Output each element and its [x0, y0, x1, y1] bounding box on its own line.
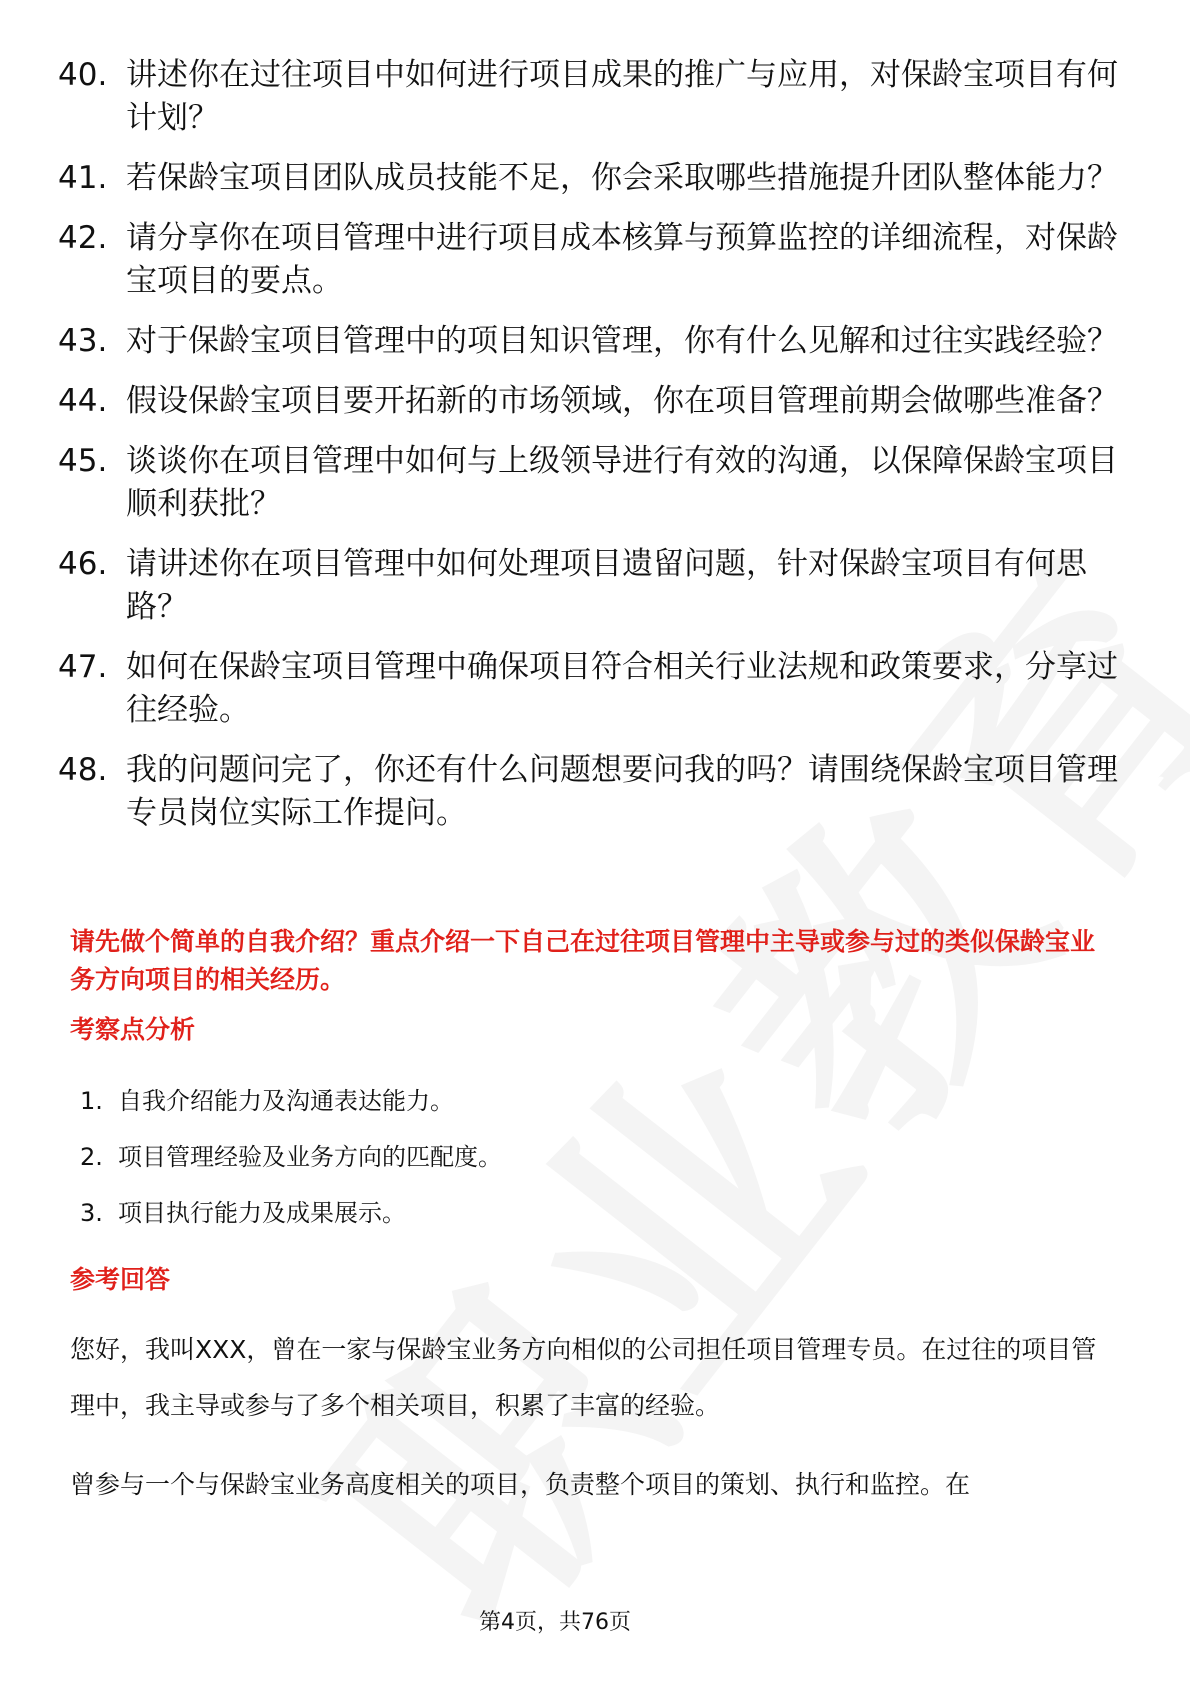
question-item [58, 217, 1118, 303]
question-text: 若保龄宝项目团队成员技能不足，你会采取哪些措施提升团队整体能力？ [126, 160, 1118, 196]
question-text: 请讲述你在项目管理中如何处理项目遗留问题，针对保龄宝项目有何思路？ [126, 546, 1087, 625]
question-text: 我的问题问完了，你还有什么问题想要问我的吗？请围绕保龄宝项目管理专员岗位实际工作提问。 [126, 752, 1118, 831]
point-text: 自我介绍能力及沟通表达能力。 [118, 1087, 454, 1115]
point-text: 项目管理经验及业务方向的匹配度。 [118, 1143, 502, 1171]
question-item [58, 646, 1118, 732]
question-item [58, 157, 1118, 200]
answer-paragraph: 您好，我叫XXX，曾在一家与保龄宝业务方向相似的公司担任项目管理专员。在过往的项目管理中，我主导或参与了多个相关项目，积累了丰富的经验。 [70, 1335, 1097, 1420]
question-number: 45. [58, 443, 108, 479]
question-text: 如何在保龄宝项目管理中确保项目符合相关行业法规和政策要求，分享过往经验。 [126, 649, 1118, 728]
point-number: 2. [80, 1143, 103, 1171]
question-number: 42. [58, 220, 108, 256]
question-list [58, 54, 1118, 852]
question-number: 43. [58, 323, 108, 359]
question-text: 谈谈你在项目管理中如何与上级领导进行有效的沟通，以保障保龄宝项目顺利获批？ [126, 443, 1118, 522]
question-item [58, 54, 1118, 140]
question-number: 46. [58, 546, 108, 582]
intro-question: 请先做个简单的自我介绍？重点介绍一下自己在过往项目管理中主导或参与过的类似保龄宝业务方向项目的相关经历。 [70, 927, 1096, 994]
analysis-point [80, 1141, 1110, 1173]
point-number: 3. [80, 1199, 103, 1227]
page-footer: 第4页，共76页 [479, 1610, 631, 1635]
answer-paragraph: 曾参与一个与保龄宝业务高度相关的项目，负责整个项目的策划、执行和监控。在 [70, 1470, 971, 1499]
question-number: 40. [58, 57, 108, 93]
analysis-point [80, 1197, 1110, 1229]
question-item [58, 320, 1118, 363]
question-item [58, 749, 1118, 835]
question-number: 48. [58, 752, 108, 788]
point-number: 1. [80, 1087, 103, 1115]
question-text: 假设保龄宝项目要开拓新的市场领域，你在项目管理前期会做哪些准备？ [126, 383, 1118, 419]
question-text: 对于保龄宝项目管理中的项目知识管理，你有什么见解和过往实践经验？ [126, 323, 1118, 359]
analysis-point [80, 1085, 1110, 1117]
question-text: 请分享你在项目管理中进行项目成本核算与预算监控的详细流程，对保龄宝项目的要点。 [126, 220, 1118, 299]
question-number: 41. [58, 160, 108, 196]
answer-title: 参考回答 [70, 1265, 171, 1294]
point-text: 项目执行能力及成果展示。 [118, 1199, 406, 1227]
question-item [58, 543, 1118, 629]
question-text: 讲述你在过往项目中如何进行项目成果的推广与应用，对保龄宝项目有何计划？ [126, 57, 1118, 136]
question-item [58, 440, 1118, 526]
question-number: 44. [58, 383, 108, 419]
analysis-points [80, 1085, 1110, 1253]
analysis-title: 考察点分析 [70, 1015, 196, 1044]
question-item [58, 380, 1118, 423]
question-number: 47. [58, 649, 108, 685]
